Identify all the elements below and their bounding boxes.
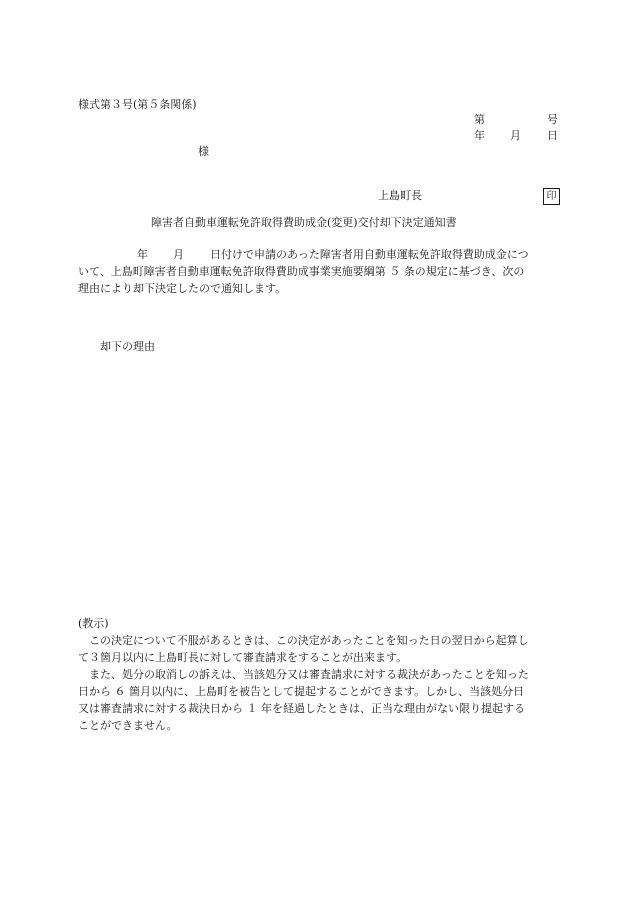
instruction-line: て３箇月以内に上島町長に対して審査請求をすることが出来ます。 (78, 651, 408, 664)
instruction-line: 日から ６ 箇月以内に、上島町を被告として提起することができます。しかし、当該処分日 (78, 685, 525, 698)
reason-label: 却下の理由 (100, 340, 155, 353)
instruction-line: 又は審査請求に対する裁決日から １ 年を経過したときは、正当な理由がない限り提起する (78, 702, 525, 715)
form-label: 様式第３号(第５条関係) (78, 98, 197, 111)
date-year: 年 (474, 129, 485, 142)
body-line-2: いて、上島町障害者自動車運転免許取得費助成事業実施要綱第 ５ 条の規定に基づき、次の (78, 265, 525, 278)
document-title: 障害者自動車運転免許取得費助成金(変更)交付却下決定通知書 (151, 216, 457, 229)
seal-mark: 印 (543, 188, 560, 205)
instruction-line: この決定について不服があるときは、この決定があったことを知った日の翌日から起算し (89, 634, 529, 647)
instruction-heading: (教示) (78, 617, 109, 630)
addressee-suffix: 様 (198, 145, 209, 158)
doc-number-suffix: 号 (547, 113, 558, 126)
date-day: 日 (547, 129, 558, 142)
body-date-month: 月 (173, 248, 184, 261)
instruction-line: また、処分の取消しの訴えは、当該処分又は審査請求に対する裁決があったことを知った (89, 668, 529, 681)
instruction-line: ことができません。 (78, 719, 178, 732)
body-date-year: 年 (137, 248, 148, 261)
body-line-1: 日付けで申請のあった障害者用自動車運転免許取得費助成金につ (210, 248, 529, 261)
doc-number-prefix: 第 (474, 113, 485, 126)
issuer-name: 上島町長 (378, 189, 422, 202)
date-month: 月 (510, 129, 521, 142)
body-line-3: 理由により却下決定したので通知します。 (78, 282, 287, 295)
